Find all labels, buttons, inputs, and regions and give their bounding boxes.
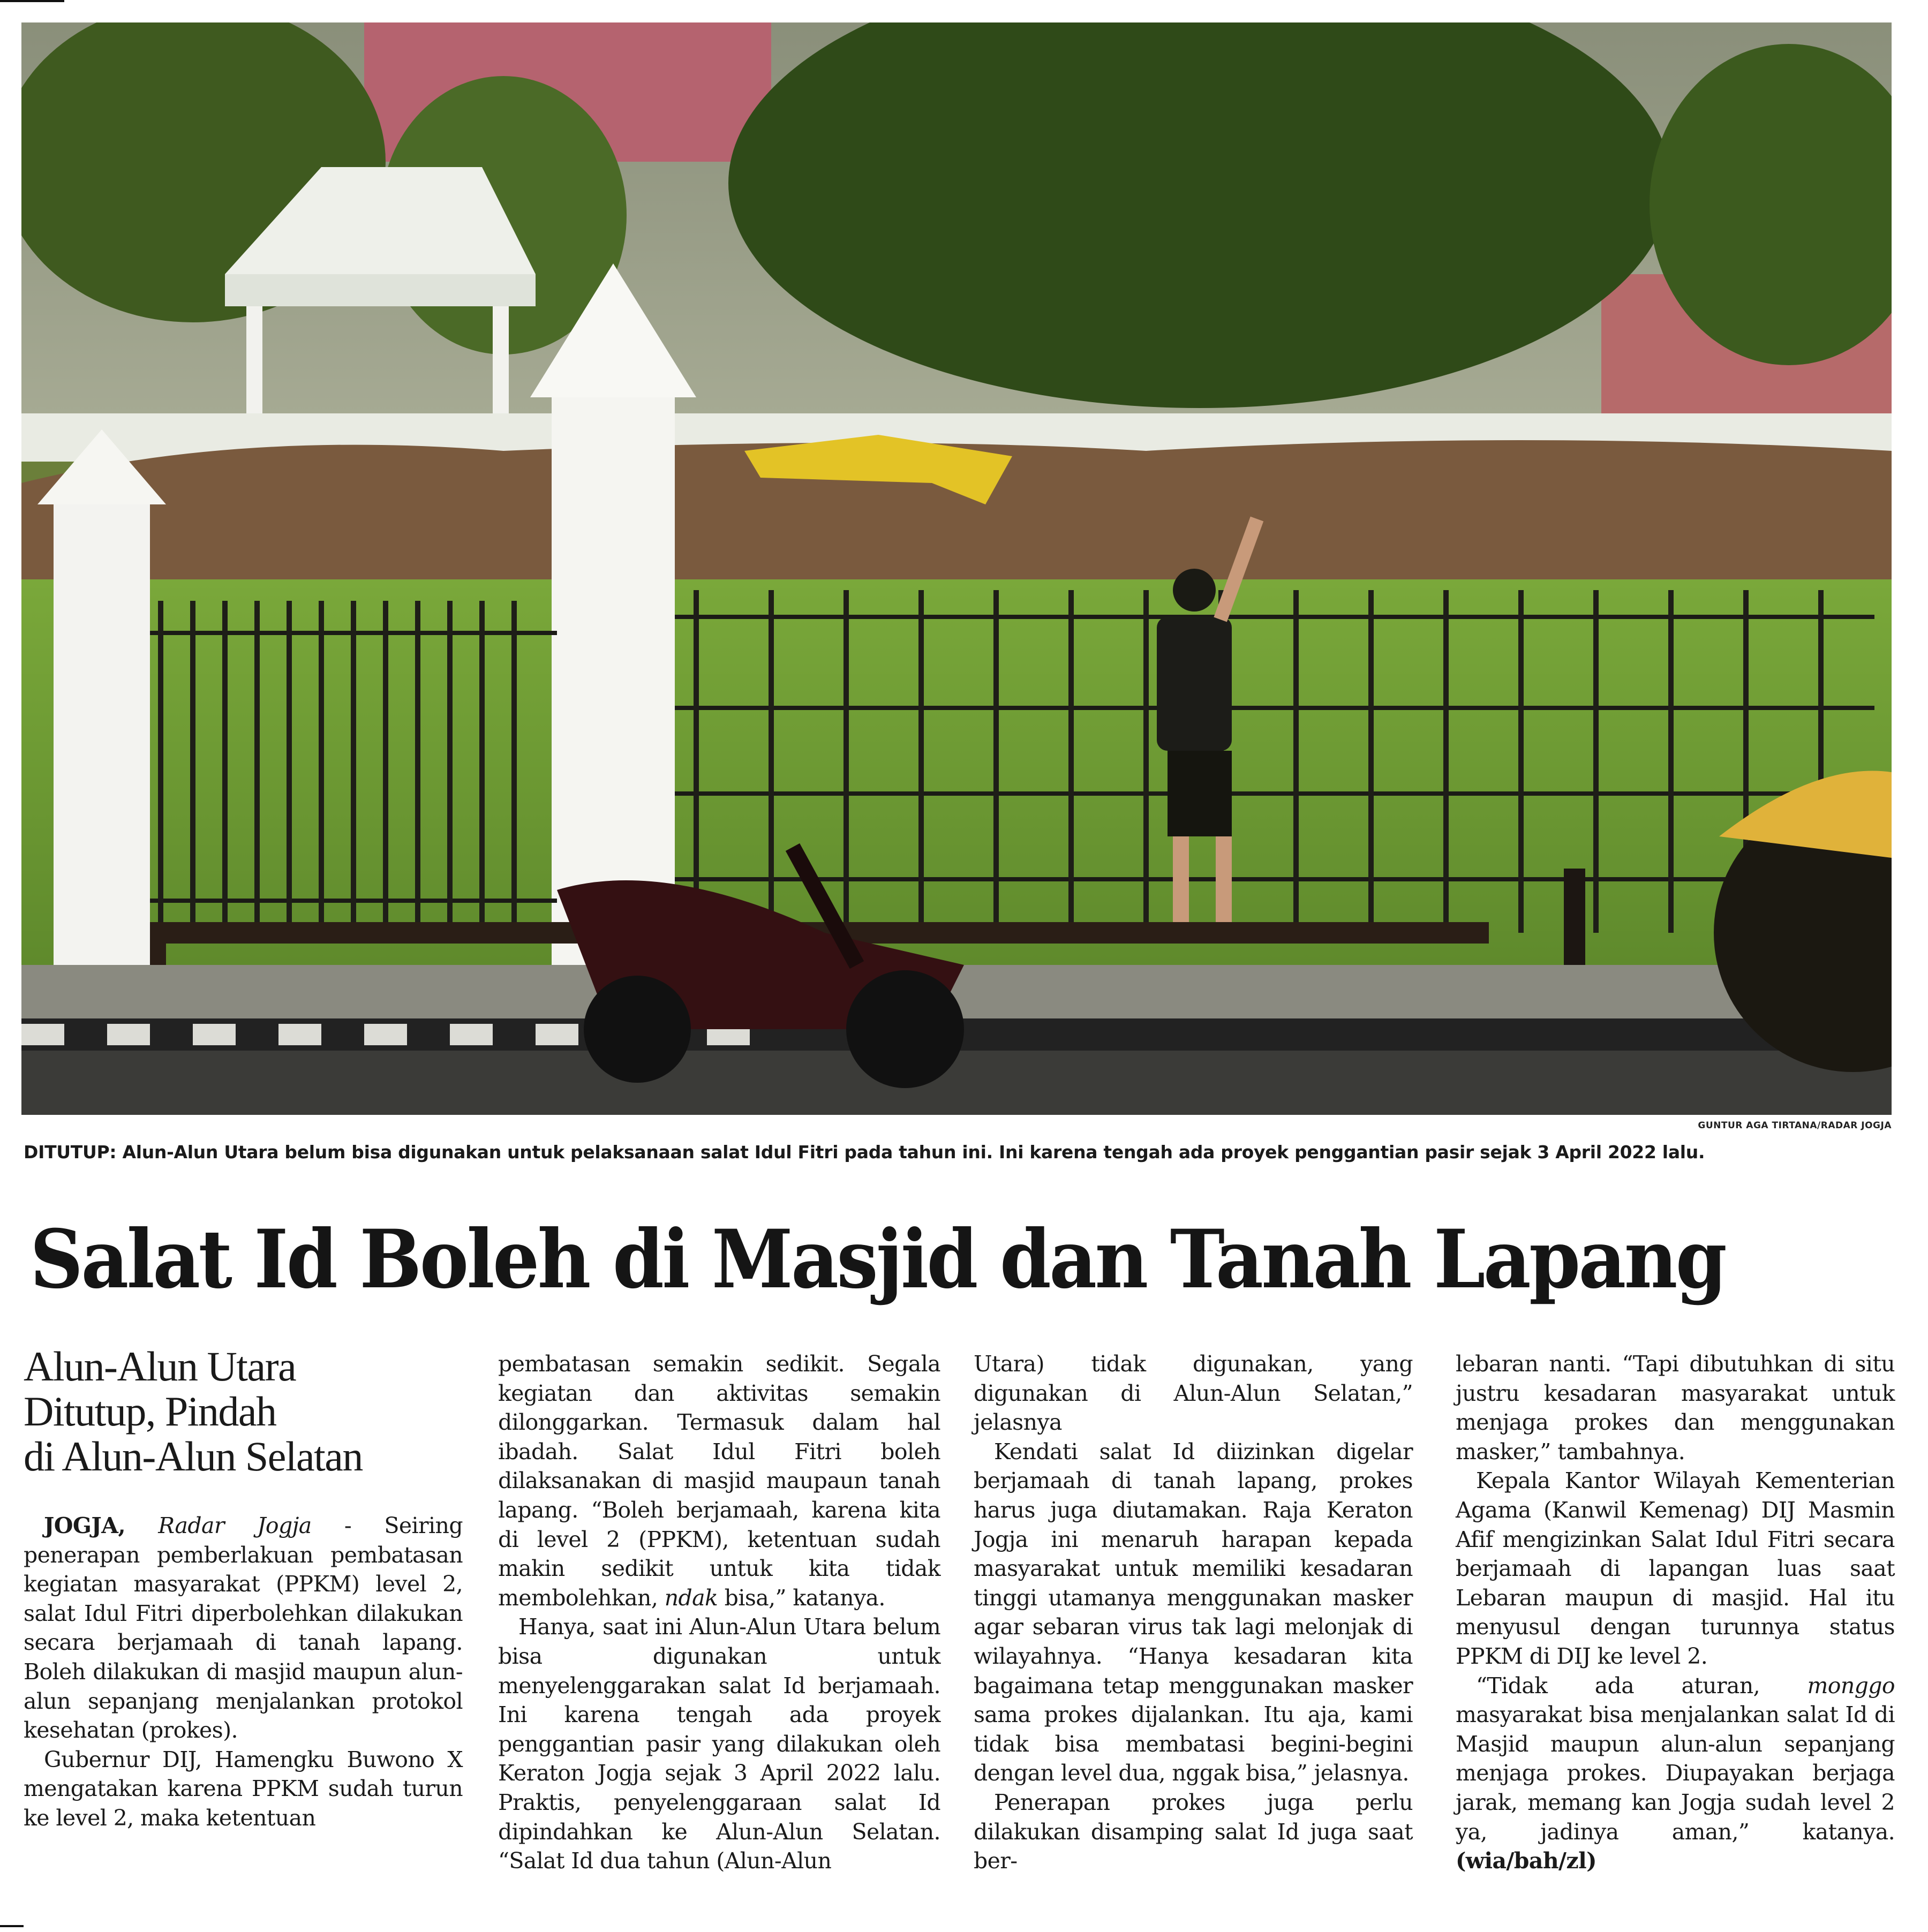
paragraph: Utara) tidak digunakan, yang digunakan di Alun-Alun Selatan,” jelasnya	[974, 1351, 1413, 1436]
paragraph: Penerapan prokes juga perlu dilakukan disamping salat Id juga saat ber-	[974, 1789, 1413, 1874]
dateline: JOGJA,	[44, 1513, 126, 1538]
headline: Salat Id Boleh di Masjid dan Tanah Lapang	[30, 1212, 1726, 1307]
photo-credit: GUNTUR AGA TIRTANA/RADAR JOGJA	[1698, 1120, 1892, 1131]
subhead-line: Alun-Alun Utara	[24, 1343, 296, 1390]
photo-caption: DITUTUP: Alun-Alun Utara belum bisa digunakan untuk pelaksanaan salat Idul Fitri pada tahun ini. Ini karena tengah ada proyek penggantian pasir sejak 3 April 2022 lalu.	[24, 1142, 1705, 1163]
paragraph-text: - Seiring penerapan pemberlakuan pembatasan kegiatan masyarakat (PPKM) level 2, salat Idul Fitri diperbolehkan dilakukan secara berjamaah di tanah lapang. Boleh dilakukan di masjid maupun alun-alun sepanjang menjalankan protokol kesehatan (prokes).	[24, 1513, 463, 1744]
crop-mark	[0, 0, 64, 2]
photo-illustration	[21, 22, 1892, 1115]
subhead-line: di Alun-Alun Selatan	[24, 1433, 363, 1480]
signoff: (wia/bah/zl)	[1456, 1848, 1596, 1874]
paragraph-text: pembatasan semakin sedikit. Segala kegiatan dan aktivitas semakin dilonggarkan. Termasuk dalam hal ibadah. Salat Idul Fitri boleh dilaksanakan di masjid maupaun tanah lapang. “Boleh berjamaah, karena kita di level 2 (PPKM), ketentuan sudah makin sedikit untuk kita tidak membolehkan,	[498, 1351, 940, 1611]
crop-mark	[0, 1925, 24, 1927]
article-column-1	[24, 1344, 463, 1833]
italic-term: monggo	[1807, 1672, 1895, 1699]
paragraph: lebaran nanti. “Tapi dibutuhkan di situ justru kesadaran masyarakat untuk menjaga prokes dan menggunakan masker,” tambahnya.	[1456, 1351, 1895, 1465]
paragraph: Gubernur DIJ, Hamengku Buwono X mengatakan karena PPKM sudah turun ke level 2, maka ketentuan	[24, 1746, 463, 1831]
article-column-3	[974, 1349, 1413, 1876]
paragraph-text: masyarakat bisa menjalankan salat Id di Masjid maupun alun-alun sepanjang menjaga prokes. Diupayakan berjaga jarak, memang kan Jogja sudah level 2 ya, jadinya aman,” katanya.	[1456, 1702, 1895, 1845]
article-column-2	[498, 1349, 940, 1876]
paragraph: Hanya, saat ini Alun-Alun Utara belum bisa digunakan untuk menyelenggarakan salat Id berjamaah. Ini karena tengah ada proyek penggantian pasir yang dilakukan oleh Keraton Jogja sejak 3 April 2022 lalu. Praktis, penyelenggaraan salat Id dipindahkan ke Alun-Alun Selatan. “Salat Id dua tahun (Alun-Alun	[498, 1614, 940, 1874]
paragraph	[1456, 1671, 1895, 1876]
italic-term: ndak	[664, 1584, 718, 1611]
article-column-4	[1456, 1349, 1895, 1876]
news-photo	[21, 22, 1892, 1115]
paragraph-text: “Tidak ada aturan,	[1476, 1672, 1808, 1699]
source: Radar Jogja	[158, 1513, 312, 1538]
paragraph	[498, 1349, 940, 1612]
subheadline	[24, 1344, 463, 1479]
paragraph: Kepala Kantor Wilayah Kementerian Agama (Kanwil Kemenag) DIJ Masmin Afif mengizinkan Salat Idul Fitri secara berjamaah di lapangan luas saat Lebaran maupun di masjid. Hal itu menyusul dengan turunnya status PPKM di DIJ ke level 2.	[1456, 1468, 1895, 1669]
paragraph: Kendati salat Id diizinkan digelar berjamaah di tanah lapang, prokes harus juga diutamakan. Raja Keraton Jogja ini menaruh harapan kepada masyarakat untuk memiliki kesadaran tinggi utamanya menggunakan masker agar sebaran virus tak lagi melonjak di wilayahnya. “Hanya kesadaran kita bagaimana tetap menggunakan masker sama prokes dijalankan. Itu aja, kami tidak bisa membatasi begini-begini dengan level dua, nggak bisa,” jelasnya.	[974, 1438, 1413, 1786]
subhead-line: Ditutup, Pindah	[24, 1388, 276, 1435]
paragraph-text: bisa,” katanya.	[718, 1584, 885, 1611]
paragraph	[24, 1511, 463, 1745]
